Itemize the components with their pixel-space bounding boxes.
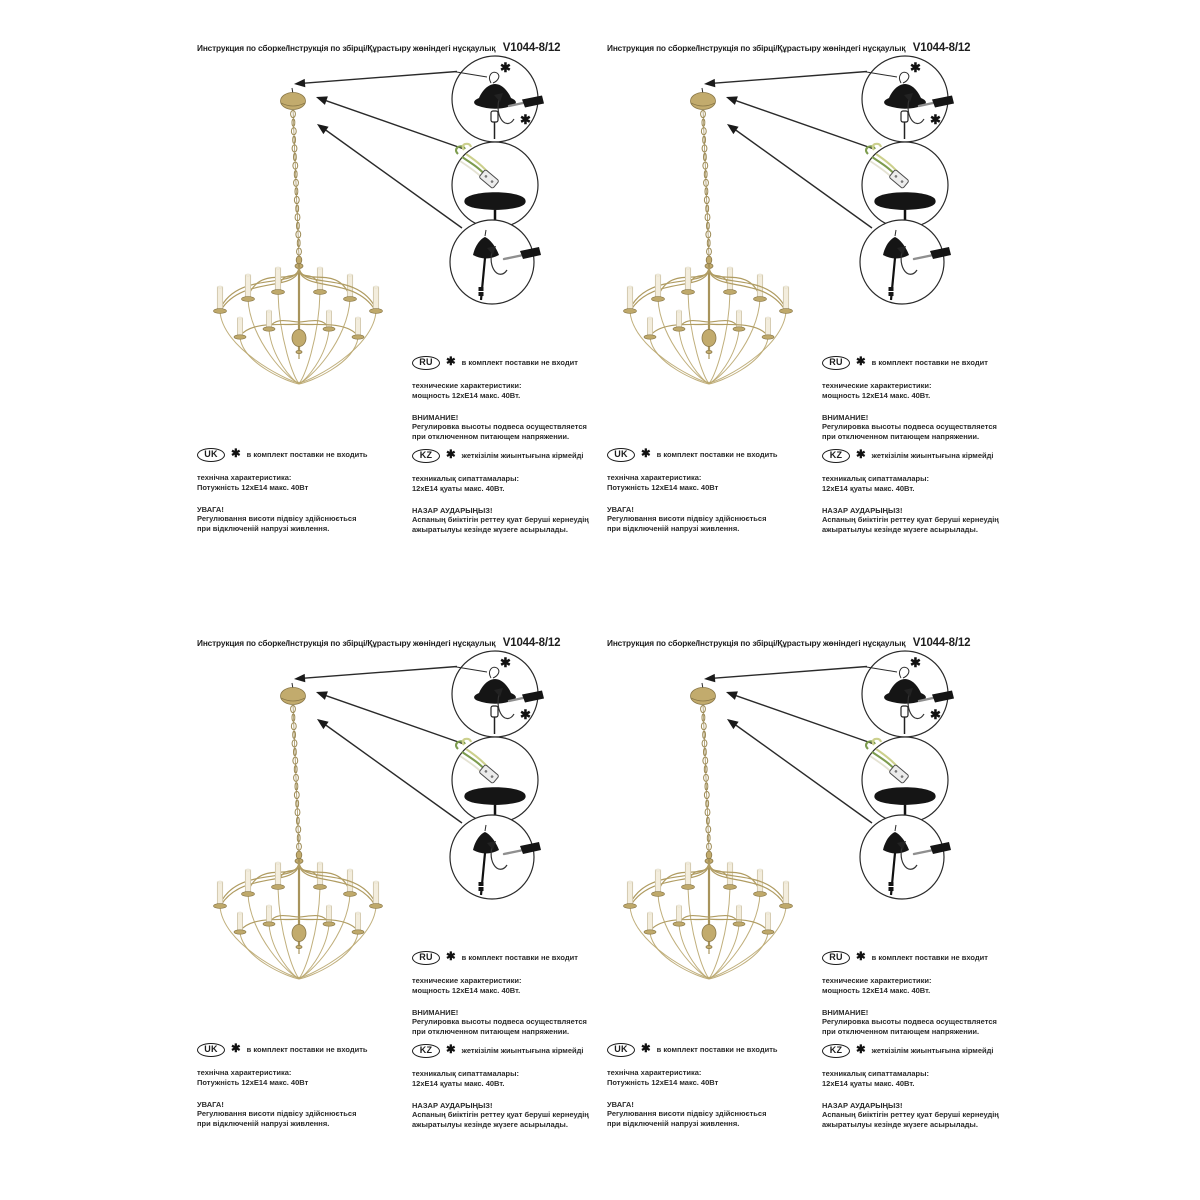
candle-arm: [214, 863, 300, 978]
lang-badge-kz: KZ: [412, 1044, 440, 1058]
warning: [412, 413, 598, 442]
ceiling-canopy: [281, 683, 306, 705]
tech-specs-value: мощность 12хЕ14 макс. 40Вт.: [412, 390, 521, 400]
warning-title: УВАГА!: [607, 1099, 634, 1109]
asterisk-marker: ✱: [446, 951, 456, 964]
tech-specs: [822, 474, 1008, 494]
candle-arm: [299, 268, 383, 383]
sheet-title-languages: Инструкция по сборке/Інструкція по збірці/Құрастыру жөніндегі нұсқаулық: [607, 43, 906, 53]
tech-specs-value: Потужність 12хЕ14 макс. 40Вт: [197, 482, 309, 492]
tech-specs-value: мощность 12хЕ14 макс. 40Вт.: [822, 985, 931, 995]
ceiling-canopy: [691, 88, 716, 110]
asterisk-marker: ✱: [520, 707, 531, 722]
tech-specs-title: техникалық сипаттамалары:: [412, 1069, 520, 1078]
asterisk-marker: ✱: [500, 60, 511, 75]
sheet-title-languages: Инструкция по сборке/Інструкція по збірці/Құрастыру жөніндегі нұсқаулық: [197, 43, 496, 53]
warning: [197, 1100, 393, 1129]
warning-text: Регулировка высоты подвеса осуществляется: [822, 1017, 997, 1027]
detail-circle-wire-connection: [862, 737, 948, 823]
warning-title: НАЗАР АУДАРЫҢЫЗ!: [822, 505, 903, 515]
detail-circle-wire-connection: [452, 142, 538, 228]
hanging-chain: [291, 705, 302, 851]
not-included-note: в комплект поставки не входить: [656, 450, 778, 460]
lang-badge-uk: UK: [197, 448, 225, 462]
ru-section: [822, 356, 1008, 442]
warning: [822, 413, 1008, 442]
uk-section: [197, 448, 393, 534]
detail-circle-canopy-mounting: [862, 56, 954, 142]
warning-text: Регулювання висоти підвісу здійснюється: [197, 1109, 357, 1119]
not-included-note: жеткізілім жиынтығына кірмейді: [461, 451, 584, 461]
canopy-top-icon: [874, 192, 935, 210]
warning-title: УВАГА!: [197, 504, 224, 514]
asterisk-marker: ✱: [856, 449, 866, 462]
hanging-chain: [291, 110, 302, 256]
warning-title: ВНИМАНИЕ!: [412, 1007, 459, 1017]
detail-circle-canopy-mounting: [452, 56, 544, 142]
lang-badge-ru: RU: [412, 356, 440, 370]
tech-specs-value: Потужність 12хЕ14 макс. 40Вт: [607, 1077, 719, 1087]
instruction-sheet: [190, 603, 600, 1198]
warning: [822, 1101, 1008, 1130]
tech-specs-title: техникалық сипаттамалары:: [822, 1069, 930, 1078]
asterisk-marker: ✱: [641, 448, 651, 461]
asterisk-marker: ✱: [231, 1043, 241, 1056]
not-included-note: в комплект поставки не входит: [461, 358, 578, 368]
warning-text: при відключеній напрузі живлення.: [197, 1119, 330, 1129]
pointer-arrow-to-chain-upper: [726, 96, 874, 149]
tech-specs-title: технічна характеристика:: [197, 1068, 292, 1077]
warning-text: Регулювання висоти підвісу здійснюється: [607, 514, 767, 524]
warning: [412, 506, 598, 535]
tech-specs-title: техникалық сипаттамалары:: [822, 474, 930, 483]
warning-text: при отключенном питающем напряжении.: [412, 1027, 570, 1037]
warning-text: ажыратылуы кезінде жүзеге асырылады.: [412, 1120, 568, 1130]
warning-text: при відключеній напрузі живлення.: [607, 1119, 740, 1129]
instruction-sheet: [190, 8, 600, 603]
hanging-chain: [701, 110, 712, 256]
warning-text: Аспаның биіктігін реттеу қуат беруші кернеудің: [822, 1110, 999, 1120]
candle-arm: [624, 863, 710, 978]
warning-text: ажыратылуы кезінде жүзеге асырылады.: [822, 1120, 978, 1130]
tech-specs-value: Потужність 12хЕ14 макс. 40Вт: [607, 482, 719, 492]
lang-badge-uk: UK: [197, 1043, 225, 1057]
warning-title: ВНИМАНИЕ!: [822, 412, 869, 422]
model-number: V1044-8/12: [912, 42, 971, 54]
not-included-note: жеткізілім жиынтығына кірмейді: [871, 451, 994, 461]
lang-badge-ru: RU: [412, 951, 440, 965]
tech-specs-title: технические характеристики:: [412, 976, 522, 985]
tech-specs-title: технические характеристики:: [822, 381, 932, 390]
candle-arm: [709, 863, 793, 978]
candle-arm: [299, 863, 383, 978]
candle-arm: [214, 268, 300, 383]
not-included-note: в комплект поставки не входить: [656, 1045, 778, 1055]
tech-specs-value: 12хЕ14 қуаты макс. 40Вт.: [822, 1078, 915, 1088]
asterisk-marker: ✱: [910, 60, 921, 75]
kz-section: [822, 1044, 1008, 1130]
model-number: V1044-8/12: [502, 637, 561, 649]
tech-specs-value: мощность 12хЕ14 макс. 40Вт.: [822, 390, 931, 400]
asterisk-marker: ✱: [910, 655, 921, 670]
lang-badge-kz: KZ: [822, 1044, 850, 1058]
asterisk-marker: ✱: [856, 951, 866, 964]
asterisk-marker: ✱: [231, 448, 241, 461]
warning-title: НАЗАР АУДАРЫҢЫЗ!: [412, 505, 493, 515]
tech-specs-title: технічна характеристика:: [607, 473, 702, 482]
pointer-arrow-to-chain-lower: [317, 719, 462, 823]
tech-specs: [197, 1068, 393, 1088]
canopy-top-icon: [464, 787, 525, 805]
not-included-note: жеткізілім жиынтығына кірмейді: [461, 1046, 584, 1056]
warning: [412, 1008, 598, 1037]
uk-section: [197, 1043, 393, 1129]
detail-circle-canopy-mounting: [452, 651, 544, 737]
chandelier-drawing: [214, 683, 383, 979]
kz-section: [412, 1044, 598, 1130]
asterisk-marker: ✱: [930, 112, 941, 127]
warning: [412, 1101, 598, 1130]
warning-title: ВНИМАНИЕ!: [822, 1007, 869, 1017]
ru-section: [412, 951, 598, 1037]
warning-title: УВАГА!: [197, 1099, 224, 1109]
tech-specs-title: технические характеристики:: [822, 976, 932, 985]
lang-badge-ru: RU: [822, 356, 850, 370]
ceiling-canopy: [281, 88, 306, 110]
tech-specs: [822, 1069, 1008, 1089]
detail-circle-rod-adjustment: [860, 815, 951, 899]
pointer-arrow-to-canopy: [704, 72, 867, 88]
lang-badge-uk: UK: [607, 1043, 635, 1057]
warning: [607, 505, 803, 534]
warning-title: УВАГА!: [607, 504, 634, 514]
asterisk-marker: ✱: [930, 707, 941, 722]
kz-section: [412, 449, 598, 535]
pointer-arrow-to-chain-lower: [727, 124, 872, 228]
detail-circle-canopy-mounting: [862, 651, 954, 737]
sheet-title-languages: Инструкция по сборке/Інструкція по збірці/Құрастыру жөніндегі нұсқаулық: [197, 638, 496, 648]
tech-specs: [197, 473, 393, 493]
detail-circle-wire-connection: [452, 737, 538, 823]
ru-section: [822, 951, 1008, 1037]
chandelier-drawing: [214, 88, 383, 384]
model-number: V1044-8/12: [502, 42, 561, 54]
tech-specs: [412, 381, 598, 401]
warning-title: НАЗАР АУДАРЫҢЫЗ!: [412, 1100, 493, 1110]
tech-specs-title: техникалық сипаттамалары:: [412, 474, 520, 483]
uk-section: [607, 1043, 803, 1129]
not-included-note: в комплект поставки не входить: [246, 450, 368, 460]
pointer-arrow-to-chain-upper: [316, 691, 464, 744]
pointer-arrow-to-chain-lower: [317, 124, 462, 228]
chandelier-drawing: [624, 88, 793, 384]
warning-text: при отключенном питающем напряжении.: [822, 1027, 980, 1037]
tech-specs: [412, 1069, 598, 1089]
sheet-title-languages: Инструкция по сборке/Інструкція по збірці/Құрастыру жөніндегі нұсқаулық: [607, 638, 906, 648]
warning: [197, 505, 393, 534]
warning-text: ажыратылуы кезінде жүзеге асырылады.: [822, 525, 978, 535]
tech-specs-value: 12хЕ14 қуаты макс. 40Вт.: [412, 1078, 505, 1088]
pointer-arrow-to-canopy: [294, 667, 457, 683]
not-included-note: в комплект поставки не входит: [871, 953, 988, 963]
uk-section: [607, 448, 803, 534]
not-included-note: жеткізілім жиынтығына кірмейді: [871, 1046, 994, 1056]
warning-text: Аспаның биіктігін реттеу қуат беруші кернеудің: [822, 515, 999, 525]
not-included-note: в комплект поставки не входить: [246, 1045, 368, 1055]
pointer-arrow-to-canopy: [294, 72, 457, 88]
asterisk-marker: ✱: [446, 356, 456, 369]
kz-section: [822, 449, 1008, 535]
tech-specs-title: технічна характеристика:: [607, 1068, 702, 1077]
warning-text: при отключенном питающем напряжении.: [412, 432, 570, 442]
ru-section: [412, 356, 598, 442]
not-included-note: в комплект поставки не входит: [871, 358, 988, 368]
warning-text: Регулювання висоти підвісу здійснюється: [607, 1109, 767, 1119]
warning-text: при відключеній напрузі живлення.: [607, 524, 740, 534]
warning: [822, 1008, 1008, 1037]
detail-circle-wire-connection: [862, 142, 948, 228]
ceiling-canopy: [691, 683, 716, 705]
not-included-note: в комплект поставки не входит: [461, 953, 578, 963]
asterisk-marker: ✱: [520, 112, 531, 127]
pointer-arrow-to-chain-lower: [727, 719, 872, 823]
instruction-sheet: [600, 603, 1010, 1198]
warning-title: НАЗАР АУДАРЫҢЫЗ!: [822, 1100, 903, 1110]
tech-specs-title: технічна характеристика:: [197, 473, 292, 482]
candle-arm: [624, 268, 710, 383]
warning-text: при отключенном питающем напряжении.: [822, 432, 980, 442]
instruction-sheet: [600, 8, 1010, 603]
pointer-arrow-to-chain-upper: [726, 691, 874, 744]
warning-text: Аспаның биіктігін реттеу қуат беруші кернеудің: [412, 515, 589, 525]
tech-specs: [412, 474, 598, 494]
lang-badge-kz: KZ: [412, 449, 440, 463]
asterisk-marker: ✱: [446, 1044, 456, 1057]
warning-text: Регулировка высоты подвеса осуществляется: [412, 1017, 587, 1027]
pointer-arrow-to-chain-upper: [316, 96, 464, 149]
lang-badge-kz: KZ: [822, 449, 850, 463]
canopy-top-icon: [464, 192, 525, 210]
tech-specs-value: 12хЕ14 қуаты макс. 40Вт.: [412, 483, 505, 493]
tech-specs: [822, 381, 1008, 401]
warning-title: ВНИМАНИЕ!: [412, 412, 459, 422]
candle-arm: [709, 268, 793, 383]
chandelier-drawing: [624, 683, 793, 979]
asterisk-marker: ✱: [446, 449, 456, 462]
tech-specs-value: мощность 12хЕ14 макс. 40Вт.: [412, 985, 521, 995]
detail-circle-rod-adjustment: [450, 815, 541, 899]
warning-text: Регулировка высоты подвеса осуществляется: [822, 422, 997, 432]
lang-badge-ru: RU: [822, 951, 850, 965]
warning-text: ажыратылуы кезінде жүзеге асырылады.: [412, 525, 568, 535]
hanging-chain: [701, 705, 712, 851]
detail-circle-rod-adjustment: [450, 220, 541, 304]
tech-specs-value: Потужність 12хЕ14 макс. 40Вт: [197, 1077, 309, 1087]
tech-specs: [822, 976, 1008, 996]
asterisk-marker: ✱: [641, 1043, 651, 1056]
asterisk-marker: ✱: [856, 356, 866, 369]
warning-text: Аспаның биіктігін реттеу қуат беруші кернеудің: [412, 1110, 589, 1120]
model-number: V1044-8/12: [912, 637, 971, 649]
warning-text: Регулировка высоты подвеса осуществляется: [412, 422, 587, 432]
tech-specs-value: 12хЕ14 қуаты макс. 40Вт.: [822, 483, 915, 493]
tech-specs-title: технические характеристики:: [412, 381, 522, 390]
warning-text: Регулювання висоти підвісу здійснюється: [197, 514, 357, 524]
tech-specs: [412, 976, 598, 996]
tech-specs: [607, 1068, 803, 1088]
canopy-top-icon: [874, 787, 935, 805]
pointer-arrow-to-canopy: [704, 667, 867, 683]
detail-circle-rod-adjustment: [860, 220, 951, 304]
lang-badge-uk: UK: [607, 448, 635, 462]
warning: [607, 1100, 803, 1129]
warning: [822, 506, 1008, 535]
asterisk-marker: ✱: [500, 655, 511, 670]
tech-specs: [607, 473, 803, 493]
warning-text: при відключеній напрузі живлення.: [197, 524, 330, 534]
asterisk-marker: ✱: [856, 1044, 866, 1057]
